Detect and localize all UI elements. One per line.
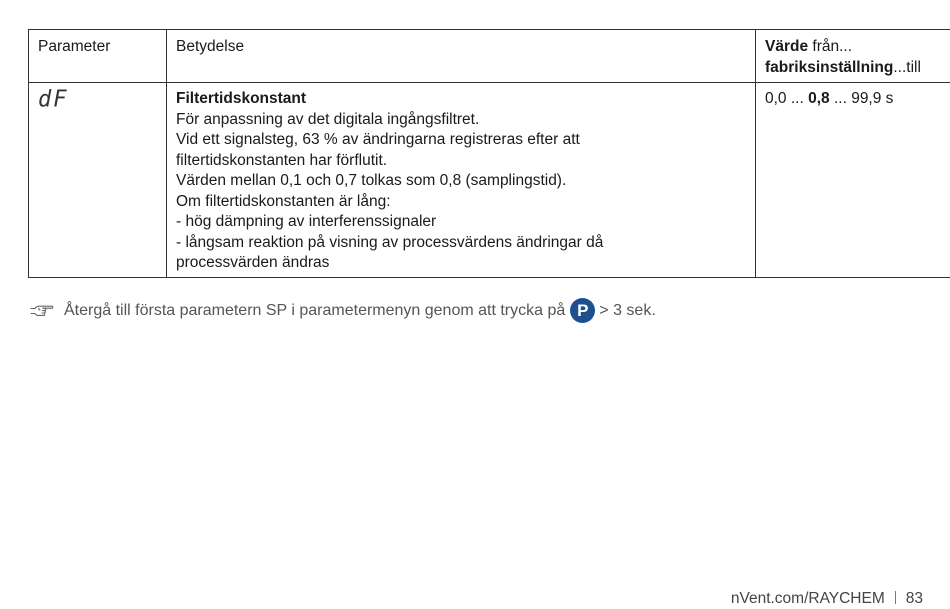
description-line: filtertidskonstanten har förflutit.: [176, 151, 388, 169]
header-value-factory: fabriksinställning: [765, 58, 894, 76]
meaning-cell: [167, 83, 756, 278]
description-line: - hög dämpning av interferenssignaler: [176, 213, 437, 230]
value-min: 0,0 ...: [765, 90, 804, 107]
p-button-icon: P: [570, 298, 595, 323]
parameter-title: Filtertidskonstant: [176, 90, 307, 107]
note-text-before: Återgå till första parametern SP i parametermenyn genom att trycka på: [64, 301, 566, 319]
description-line: Om filtertidskonstanten är lång:: [176, 192, 391, 210]
display-code: dF: [38, 86, 69, 113]
description-line: Vid ett signalsteg, 63 % av ändringarna registreras efter att: [176, 131, 580, 148]
table-header-row: [29, 30, 950, 83]
description-line: processvärden ändras: [176, 254, 330, 271]
note: [30, 298, 656, 323]
footer-divider: [895, 591, 896, 604]
value-max: ... 99,9 s: [833, 90, 894, 107]
parameter-table: [28, 29, 950, 278]
header-value: [756, 30, 950, 83]
header-value-to: ...till: [893, 58, 921, 76]
parameter-cell: [29, 83, 167, 278]
note-text-after: > 3 sek.: [599, 301, 656, 319]
pointing-hand-icon: [30, 303, 54, 319]
table-row: [29, 83, 950, 278]
page-number: 83: [905, 590, 923, 607]
header-meaning: Betydelse: [167, 30, 756, 83]
header-parameter: Parameter: [29, 30, 167, 83]
value-cell: [756, 83, 950, 278]
value-default: 0,8: [808, 90, 830, 107]
description-line: - långsam reaktion på visning av processvärdens ändringar då: [176, 233, 604, 251]
description-line: För anpassning av det digitala ingångsfiltret.: [176, 110, 480, 128]
page-footer: [731, 590, 923, 608]
description-line: Värden mellan 0,1 och 0,7 tolkas som 0,8 (samplingstid).: [176, 172, 567, 189]
header-value-from: från...: [808, 38, 853, 55]
header-value-bold: Värde: [765, 38, 809, 55]
footer-site: nVent.com/RAYCHEM: [730, 590, 885, 607]
